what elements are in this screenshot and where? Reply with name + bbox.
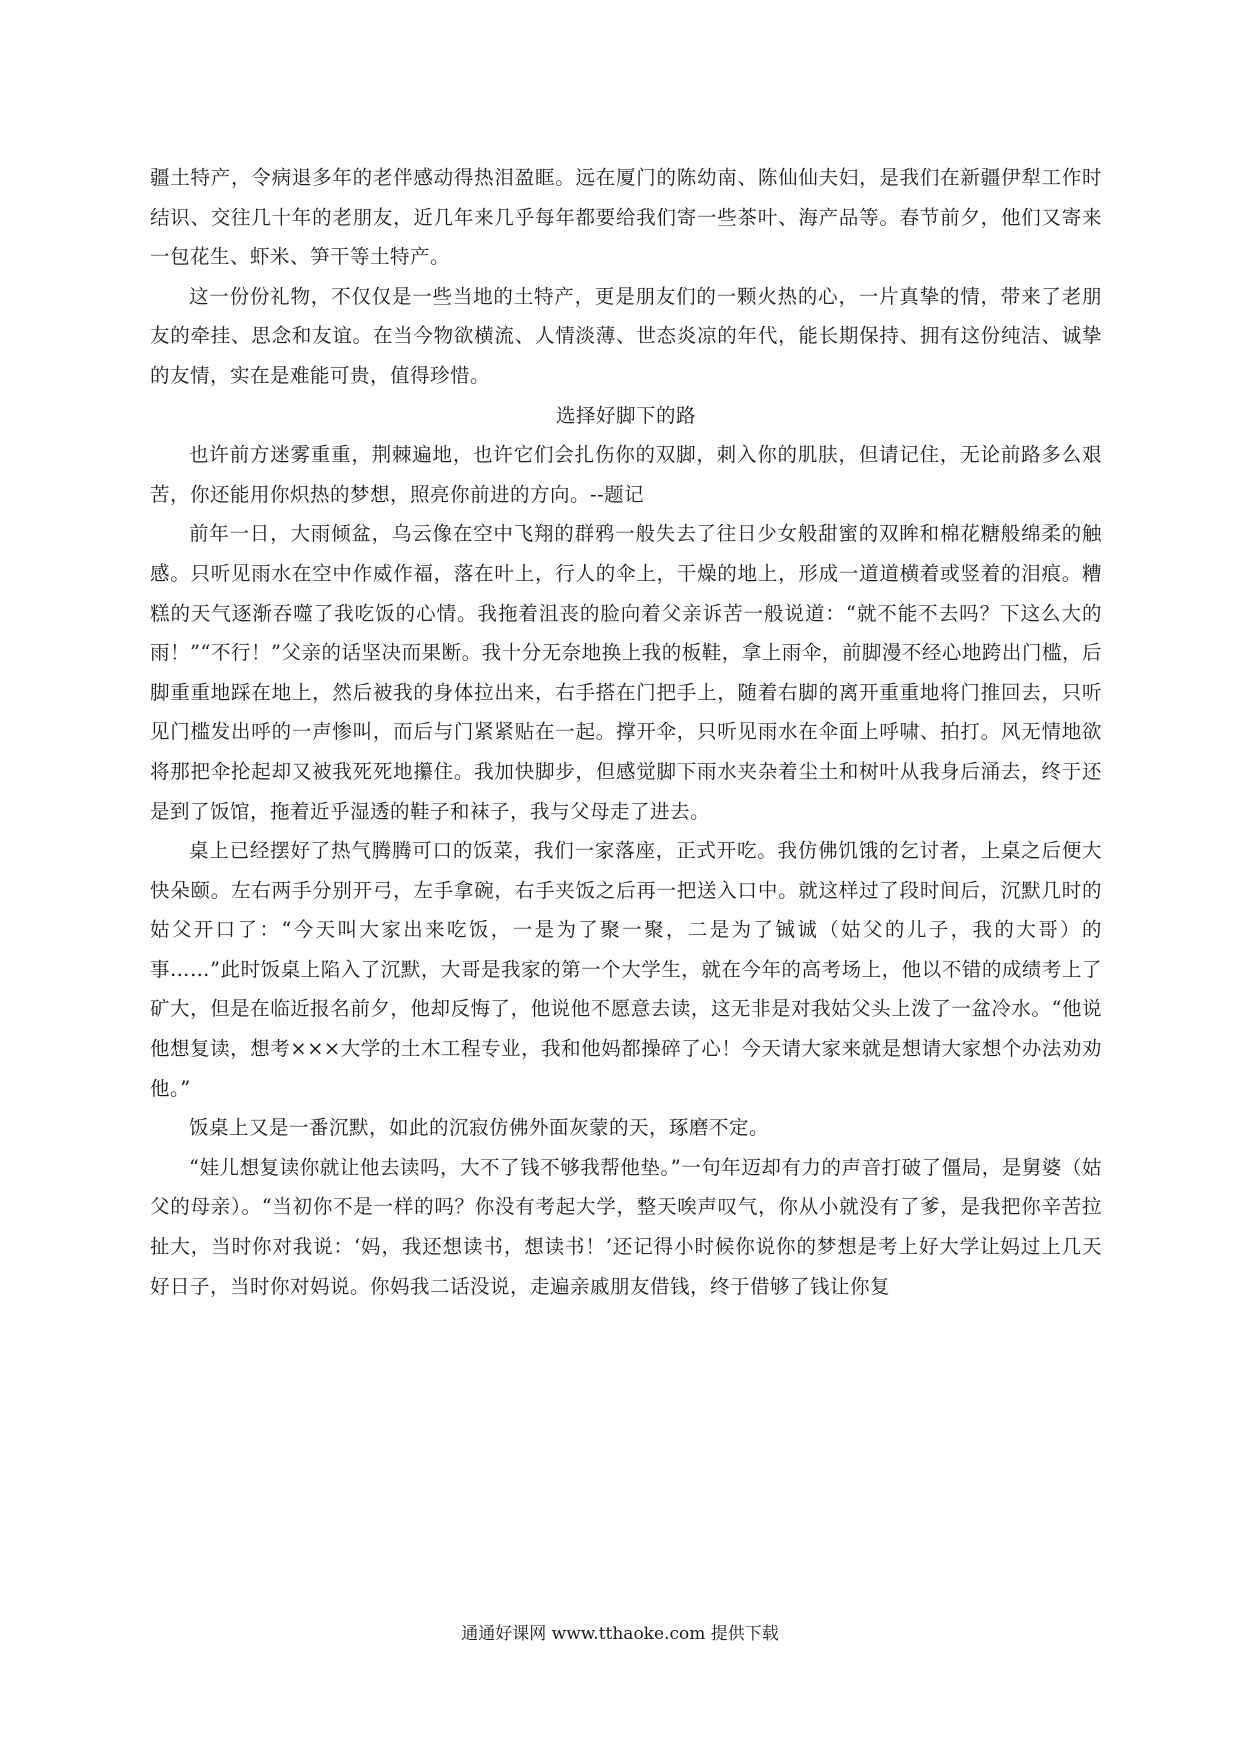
paragraph-1: 疆土特产，令病退多年的老伴感动得热泪盈眶。远在厦门的陈幼南、陈仙仙夫妇，是我们在新疆伊犁工作时结识、交往几十年的老朋友，近几年来几乎每年都要给我们寄一些茶叶、海产品等。春节前夕，他们又寄来一包花生、虾米、笋干等土特产。 [150,166,1102,269]
paragraph-rain: 前年一日，大雨倾盆，乌云像在空中飞翔的群鸦一般失去了往日少女般甜蜜的双眸和棉花糖般绵柔的触感。只听见雨水在空中作威作福，落在叶上，行人的伞上，干燥的地上，形成一道道横着或竖着的泪痕。糟糕的天气逐渐吞噬了我吃饭的心情。我拖着沮丧的脸向着父亲诉苦一般说道：“就不能不去吗？下这么大的雨！”“不行！”父亲的话坚决而果断。我十分无奈地换上我的板鞋，拿上雨伞，前脚漫不经心地跨出门槛，后脚重重地踩在地上，然后被我的身体拉出来，右手搭在门把手上，随着右脚的离开重重地将门推回去，只听见门槛发出呼的一声惨叫，而后与门紧紧贴在一起。撑开伞，只听见雨水在伞面上呼啸、拍打。风无情地欲将那把伞抡起却又被我死死地攥住。我加快脚步，但感觉脚下雨水夹杂着尘土和树叶从我身后涌去，终于还是到了饭馆，拖着近乎湿透的鞋子和袜子，我与父母走了进去。 [150,522,1102,823]
paragraph-silence: 饭桌上又是一番沉默，如此的沉寂仿佛外面灰蒙的天，琢磨不定。 [189,1116,770,1140]
section-title: 选择好脚下的路 [555,403,696,427]
paragraph-grandma: “娃儿想复读你就让他去读吗，大不了钱不够我帮他垫。”一句年迈却有力的声音打破了僵局，是舅婆（姑父的母亲）。“当初你不是一样的吗？你没有考起大学，整天唉声叹气，你从小就没有了爹，是我把你辛苦拉扯大，当时你对我说：‘妈，我还想读书，想读书！’还记得小时候你说你的梦想是考上好大学让妈过上几天好日子，当时你对妈说。你妈我二话没说，走遍亲戚朋友借钱，终于借够了钱让你复 [150,1155,1102,1298]
epigraph-paragraph: 也许前方迷雾重重，荆棘遍地，也许它们会扎伤你的双脚，刺入你的肌肤，但请记住，无论前路多么艰苦，你还能用你炽热的梦想，照亮你前进的方向。--题记 [150,443,1102,506]
paragraph-dinner: 桌上已经摆好了热气腾腾可口的饭菜，我们一家落座，正式开吃。我仿佛饥饿的乞讨者，上桌之后便大快朵颐。左右两手分别开弓，左手拿碗，右手夹饭之后再一把送入口中。就这样过了段时间后，沉默几时的姑父开口了：“今天叫大家出来吃饭，一是为了聚一聚，二是为了铖诚（姑父的儿子，我的大哥）的事……”此时饭桌上陷入了沉默，大哥是我家的第一个大学生，就在今年的高考场上，他以不错的成绩考上了矿大，但是在临近报名前夕，他却反悔了，他说他不愿意去读，这无非是对我姑父头上泼了一盆冷水。“他说他想复读，想考×××大学的土木工程专业，我和他妈都操碎了心！今天请大家来就是想请大家想个办法劝劝他。” [150,839,1102,1100]
paragraph-2: 这一份份礼物，不仅仅是一些当地的土特产，更是朋友们的一颗火热的心，一片真挚的情，带来了老朋友的牵挂、思念和友谊。在当今物欲横流、人情淡薄、世态炎凉的年代，能长期保持、拥有这份纯洁、诚挚的友情，实在是难能可贵，值得珍惜。 [150,284,1102,387]
page-footer: 通通好课网 www.tthaoke.com 提供下载 [461,1624,779,1644]
document-page [150,158,1102,1306]
